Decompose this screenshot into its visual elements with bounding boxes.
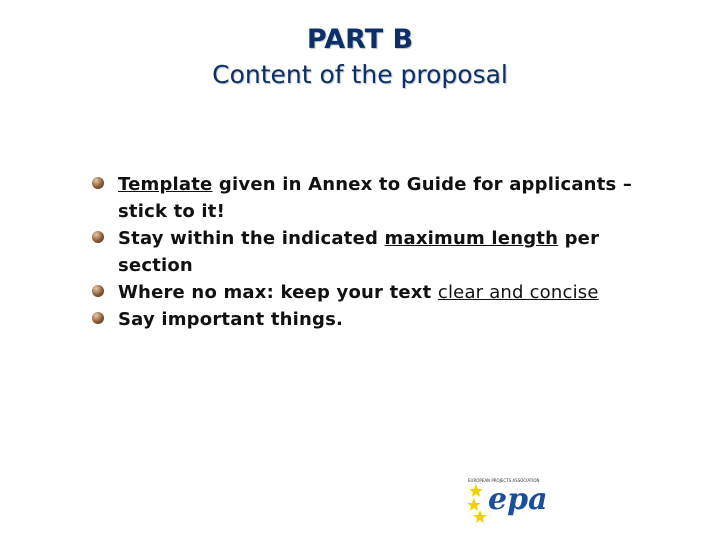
clear-and-concise-link[interactable]: clear and concise: [437, 282, 599, 303]
bullet-text: given in Annex to Guide for applicants – stick to it!: [118, 174, 633, 222]
maximum-length-link[interactable]: maximum length: [384, 228, 559, 249]
bullet-icon: [92, 231, 104, 243]
logo-wordmark: epa: [488, 482, 548, 517]
bullet-item-template: [92, 171, 672, 225]
bullet-item-max-length: [92, 225, 672, 279]
bullet-item-no-max: [92, 279, 672, 306]
bullet-item-important: [92, 306, 672, 333]
bullet-text: Where no max: keep your text: [118, 282, 438, 303]
bullet-icon: [92, 285, 104, 297]
bullet-list: [92, 171, 672, 333]
bullet-icon: [92, 177, 104, 189]
bullet-text: Stay within the indicated: [118, 228, 385, 249]
title-line-1: PART B: [306, 24, 414, 55]
bullet-text: per section: [118, 228, 600, 276]
epa-logo: [468, 478, 548, 526]
template-link[interactable]: Template: [118, 174, 213, 195]
bullet-icon: [92, 312, 104, 324]
logo-caption: EUROPEAN PROJECTS ASSOCIATION: [468, 478, 540, 483]
bullet-text: Say important things.: [118, 309, 344, 330]
title-line-2: Content of the proposal: [212, 60, 508, 89]
slide-title: [0, 22, 720, 92]
